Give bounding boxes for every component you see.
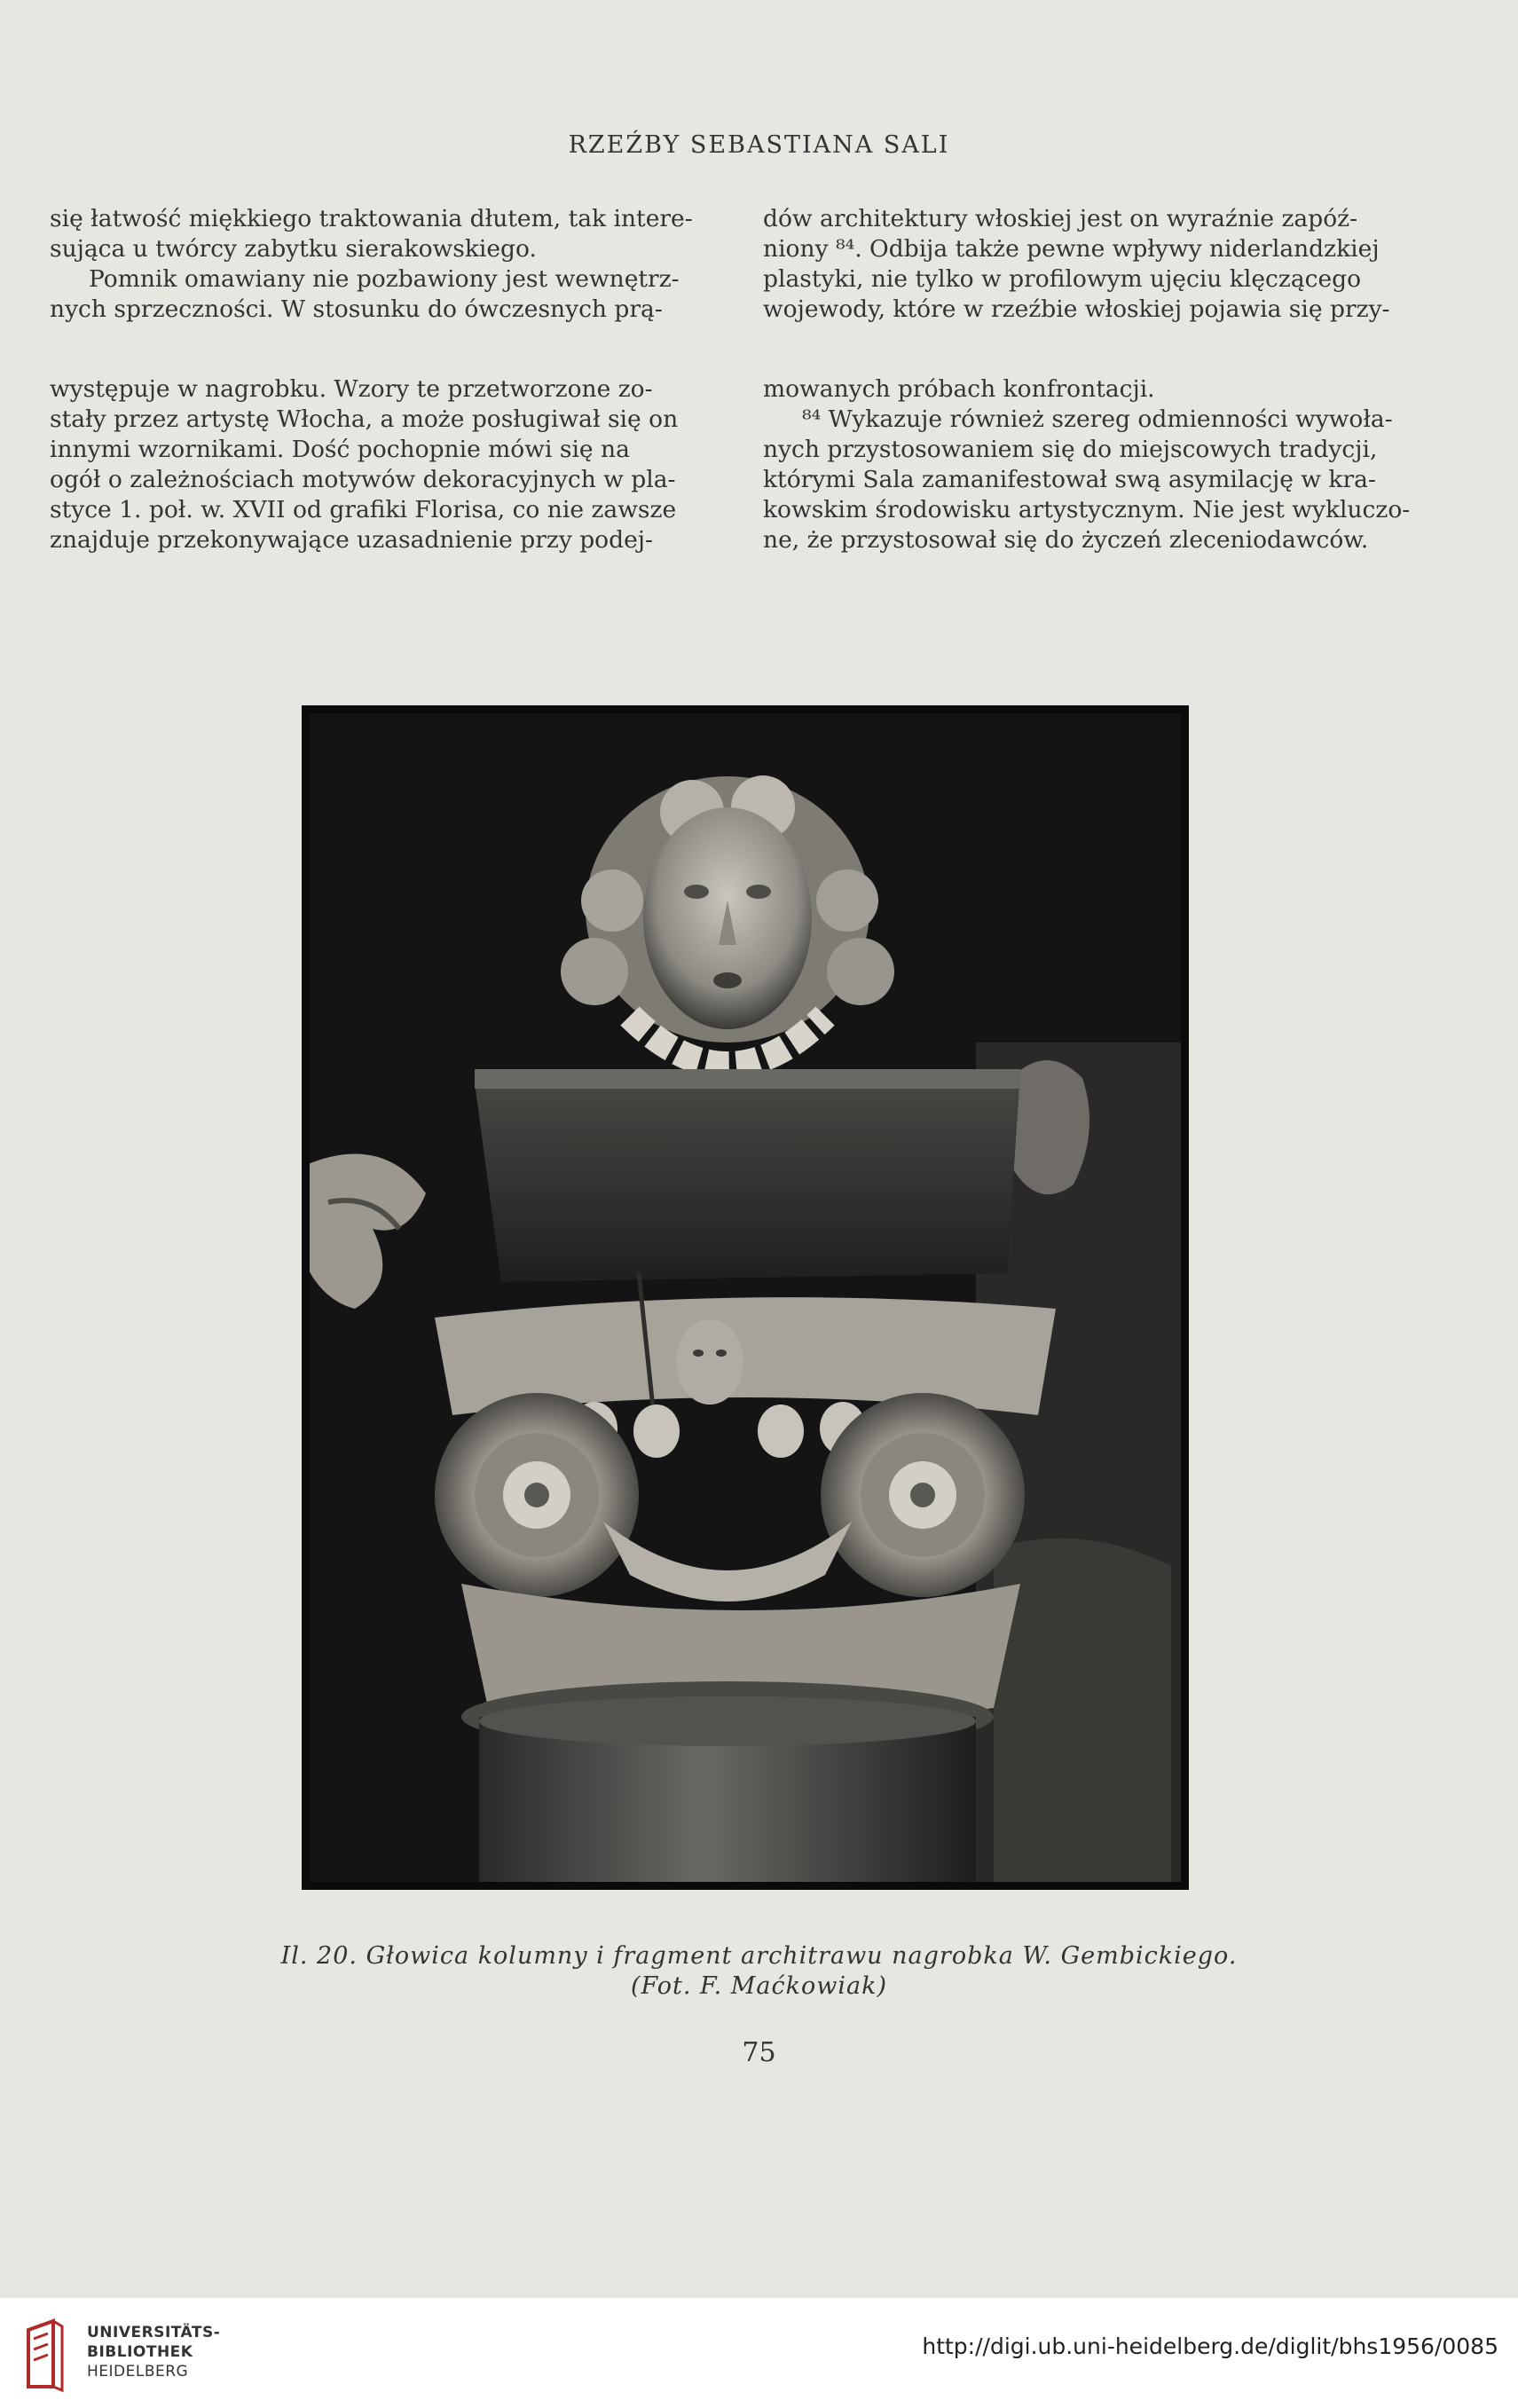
figure-caption bbox=[0, 1941, 1518, 2002]
body-column-left-top bbox=[50, 204, 724, 325]
text-line: nych przystosowaniem się do miejscowych tradycji, bbox=[763, 436, 1378, 463]
text-line: którymi Sala zamanifestował swą asymilację w kra- bbox=[763, 466, 1376, 493]
text-line: znajduje przekonywające uzasadnienie przy podej- bbox=[50, 526, 653, 554]
footnote-column bbox=[763, 374, 1455, 555]
text-line: ne, że przystosował się do życzeń zleceniodawców. bbox=[763, 526, 1369, 554]
library-logo-icon bbox=[18, 2314, 71, 2394]
library-name-line: BIBLIOTHEK bbox=[87, 2343, 193, 2361]
text-line: sująca u twórcy zabytku sierakowskiego. bbox=[50, 235, 537, 263]
photo-credit: (Fot. F. Maćkowiak) bbox=[631, 1972, 887, 2000]
column-capital-photograph bbox=[302, 705, 1189, 1890]
footnote-84: ⁸⁴ Wykazuje również szereg odmienności wywoła- bbox=[802, 405, 1393, 433]
text-line: mowanych próbach konfrontacji. bbox=[763, 375, 1155, 403]
body-column-right-top bbox=[763, 204, 1455, 325]
library-name-line: HEIDELBERG bbox=[87, 2363, 189, 2380]
text-line: innymi wzornikami. Dość pochopnie mówi się na bbox=[50, 436, 630, 463]
text-line: niony ⁸⁴. Odbija także pewne wpływy niderlandzkiej bbox=[763, 235, 1380, 263]
permalink-url[interactable]: http://digi.ub.uni-heidelberg.de/diglit/bhs1956/0085 bbox=[922, 2333, 1498, 2359]
running-head: RZEŹBY SEBASTIANA SALI bbox=[568, 131, 950, 159]
text-line: wojewody, które w rzeźbie włoskiej pojawia się przy- bbox=[763, 295, 1390, 323]
text-line: ogół o zależnościach motywów dekoracyjnych w pla- bbox=[50, 466, 676, 493]
library-name-line: UNIVERSITÄTS- bbox=[87, 2324, 221, 2341]
text-line: dów architektury włoskiej jest on wyraźnie zapóź- bbox=[763, 205, 1358, 232]
text-line: występuje w nagrobku. Wzory te przetworzone zo- bbox=[50, 375, 653, 403]
caption-line: Il. 20. Głowica kolumny i fragment architrawu nagrobka W. Gembickiego. bbox=[280, 1942, 1238, 1970]
text-line: styce 1. poł. w. XVII od grafiki Florisa, co nie zawsze bbox=[50, 496, 677, 523]
page-number: 75 bbox=[742, 2037, 776, 2068]
text-line: plastyki, nie tylko w profilowym ujęciu klęczącego bbox=[763, 265, 1362, 293]
text-line: kowskim środowisku artystycznym. Nie jest wykluczo- bbox=[763, 496, 1411, 523]
library-name bbox=[87, 2323, 220, 2381]
text-line: Pomnik omawiany nie pozbawiony jest wewnętrz- bbox=[89, 265, 680, 293]
photo-illustration bbox=[302, 705, 1189, 1890]
text-line: stały przez artystę Włocha, a może posługiwał się on bbox=[50, 405, 679, 433]
body-column-left-bottom bbox=[50, 374, 724, 555]
text-line: się łatwość miękkiego traktowania dłutem, tak intere- bbox=[50, 205, 693, 232]
text-line: nych sprzeczności. W stosunku do ówczesnych prą- bbox=[50, 295, 663, 323]
digitization-footer bbox=[0, 2298, 1518, 2408]
